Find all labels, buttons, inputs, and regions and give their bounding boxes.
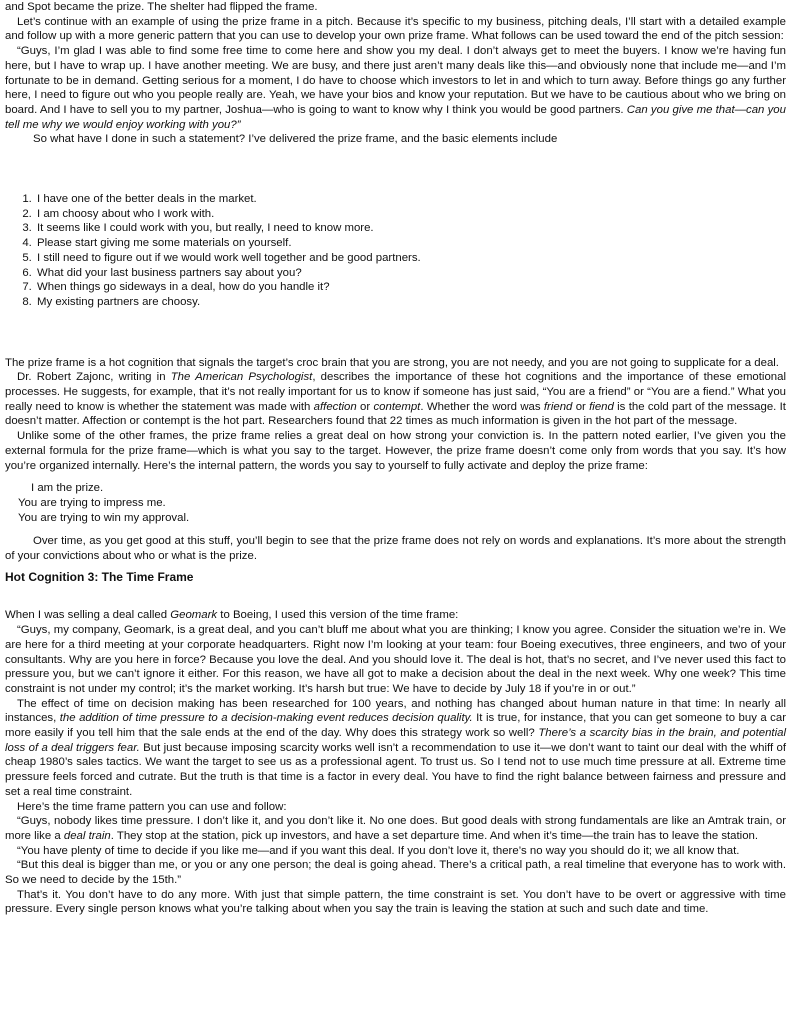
list-item: 5. I still need to figure out if we would work well together and be good partners. xyxy=(35,251,786,266)
paragraph-geomark-quote: “Guys, my company, Geomark, is a great deal, and you can’t bluff me about what you are thinking; I know you agree. Consider the situation we’re in. We are here for a third meeting at your corporate headquarters. Right now I’m looking at your team: four Boeing executives, three engineers, and two of your consultants. Why are you here in force? Because you love the deal. And you should love it. The deal is hot, that’s no secret, and I’ve never used this fact to pressure you, but we can’t ignore it either. For this reason, we have all got to make a decision about the deal in the next week. Why one week? This time constraint is not under my control; it’s the market working. It’s harsh but true: We have to decide by July 18 if you’re in or out.” xyxy=(5,624,786,695)
paragraph-thats-it: That’s it. You don’t have to do any more. With just that simple pattern, the time constraint is set. You don’t have to be overt or aggressive with time pressure. Every single person knows what you’re talking about when you say the train is leaving the station at such and such date and time. xyxy=(5,888,786,916)
paragraph-bigger-than-me: “But this deal is bigger than me, or you or any one person; the deal is going ahead. There’s a critical path, a real timeline that everyone has to work with. So we need to decide by the 15th.” xyxy=(5,859,786,887)
paragraph-zajonc: Dr. Robert Zajonc, writing in The American Psychologist, describes the importance of these hot cognitions and the importance of these emotional processes. He suggests, for example, that it’s not really important for us to know if someone has just said, “You are a friend” or “You are a fiend.” What you really need to know is whether the statement was made with affection or contempt. Whether the word was friend or fiend is the cold part of the message. It doesn’t matter. Affection or contempt is the hot part. Researchers found that 22 times as much information is given in the hot part of the message. xyxy=(5,371,786,428)
paragraph-shelter: and Spot became the prize. The shelter had flipped the frame. xyxy=(5,1,318,13)
paragraph-basic-elements: So what have I done in such a statement? I’ve delivered the prize frame, and the basic elements include xyxy=(33,133,558,146)
list-item: 8. My existing partners are choosy. xyxy=(35,295,786,310)
list-item: 6. What did your last business partners say about you? xyxy=(35,266,786,281)
paragraph-geomark-intro: When I was selling a deal called Geomark to Boeing, I used this version of the time frame: xyxy=(5,609,459,622)
paragraph-time-pattern-intro: Here’s the time frame pattern you can use and follow: xyxy=(17,800,287,813)
paragraph-pitch-quote: “Guys, I’m glad I was able to find some free time to come here and show you my deal. I don’t always get to meet the buyers. I know we’re having fun here, but I have to wrap up. I have another meeting. We are busy, and there just aren’t many deals like this—and obviously none that include me—and I’m fortunate to be in demand. Getting serious for a moment, I do have to choose which investors to let in and which to turn away. Before things go any further here, I need to figure out who you people really are. Yeah, we have your bios and know your reputation. But we have to be cautious about who we bring on board. And I have to sell you to my partner, Joshua—who is going to want to know why I think you would be good partners. Can you give me that—can you tell me why we would enjoy working with you?” xyxy=(5,45,786,131)
prize-frame-elements-list xyxy=(5,192,786,310)
list-item: 1. I have one of the better deals in the market. xyxy=(35,192,786,207)
paragraph-time-effect: The effect of time on decision making has been researched for 100 years, and nothing has changed about human nature in that time: In nearly all instances, the addition of time pressure to a decision-making event reduces decision quality. It is true, for instance, that you can get someone to buy a car more easily if you tell him that the sale ends at the end of the day. Why does this strategy work so well? There’s a scarcity bias in the brain, and potential loss of a deal triggers fear. But just because imposing scarcity works well isn’t a recommendation to use it—we don’t want to taint our deal with the whiff of cheap 1980’s sales tactics. We want the target to see us as a professional agent. To trust us. So I tend not to use much time pressure at all. Extreme time pressure feels forced and cutrate. But the truth is that time is a factor in every deal. You have to find the right balance between fairness and pressure and set a real time constraint. xyxy=(5,697,787,798)
paragraph-hot-cognition: The prize frame is a hot cognition that signals the target’s croc brain that you are strong, you are not needy, and you are not going to supplicate for a deal. xyxy=(5,356,779,369)
pattern-line: You are trying to impress me. xyxy=(18,497,166,510)
pattern-line: I am the prize. xyxy=(31,482,104,495)
pattern-line: You are trying to win my approval. xyxy=(18,512,190,525)
paragraph-deal-train: “Guys, nobody likes time pressure. I don’t like it, and you don’t like it. No one does. But good deals with strong fundamentals are like an Amtrak train, or more like a deal train. They stop at the station, pick up investors, and have a set departure time. And when it’s time—the train has to leave the station. xyxy=(5,815,786,842)
list-item: 3. It seems like I could work with you, but really, I need to know more. xyxy=(35,221,786,236)
list-item: 7. When things go sideways in a deal, how do you handle it? xyxy=(35,280,786,295)
list-item: 2. I am choosy about who I work with. xyxy=(35,207,786,222)
list-item: 4. Please start giving me some materials on yourself. xyxy=(35,236,786,251)
paragraph-conviction: Unlike some of the other frames, the prize frame relies a great deal on how strong your conviction is. In the pattern noted earlier, I’ve given you the external formula for the prize frame—which is what you say to the target. However, the prize frame doesn’t come only from words that you say. It’s how you’re organized internally. Here’s the internal pattern, the words you say to yourself to fully activate and deploy the prize frame: xyxy=(5,430,786,472)
paragraph-prize-frame-intro: Let’s continue with an example of using the prize frame in a pitch. Because it’s specific to my business, pitching deals, I’ll start with a detailed example and follow up with a more generic pattern that you can use to develop your own prize frame. What follows can be used toward the end of the pitch session: xyxy=(5,15,786,43)
paragraph-plenty-of-time: “You have plenty of time to decide if you like me—and if you want this deal. If you don’t love it, there’s no way you should do it; we all know that. xyxy=(17,844,740,857)
paragraph-over-time: Over time, as you get good at this stuff, you’ll begin to see that the prize frame does not rely on words and explanations. It’s more about the strength of your convictions about who or what is the prize. xyxy=(5,535,786,562)
section-heading: Hot Cognition 3: The Time Frame xyxy=(5,569,194,584)
internal-pattern xyxy=(5,481,786,526)
